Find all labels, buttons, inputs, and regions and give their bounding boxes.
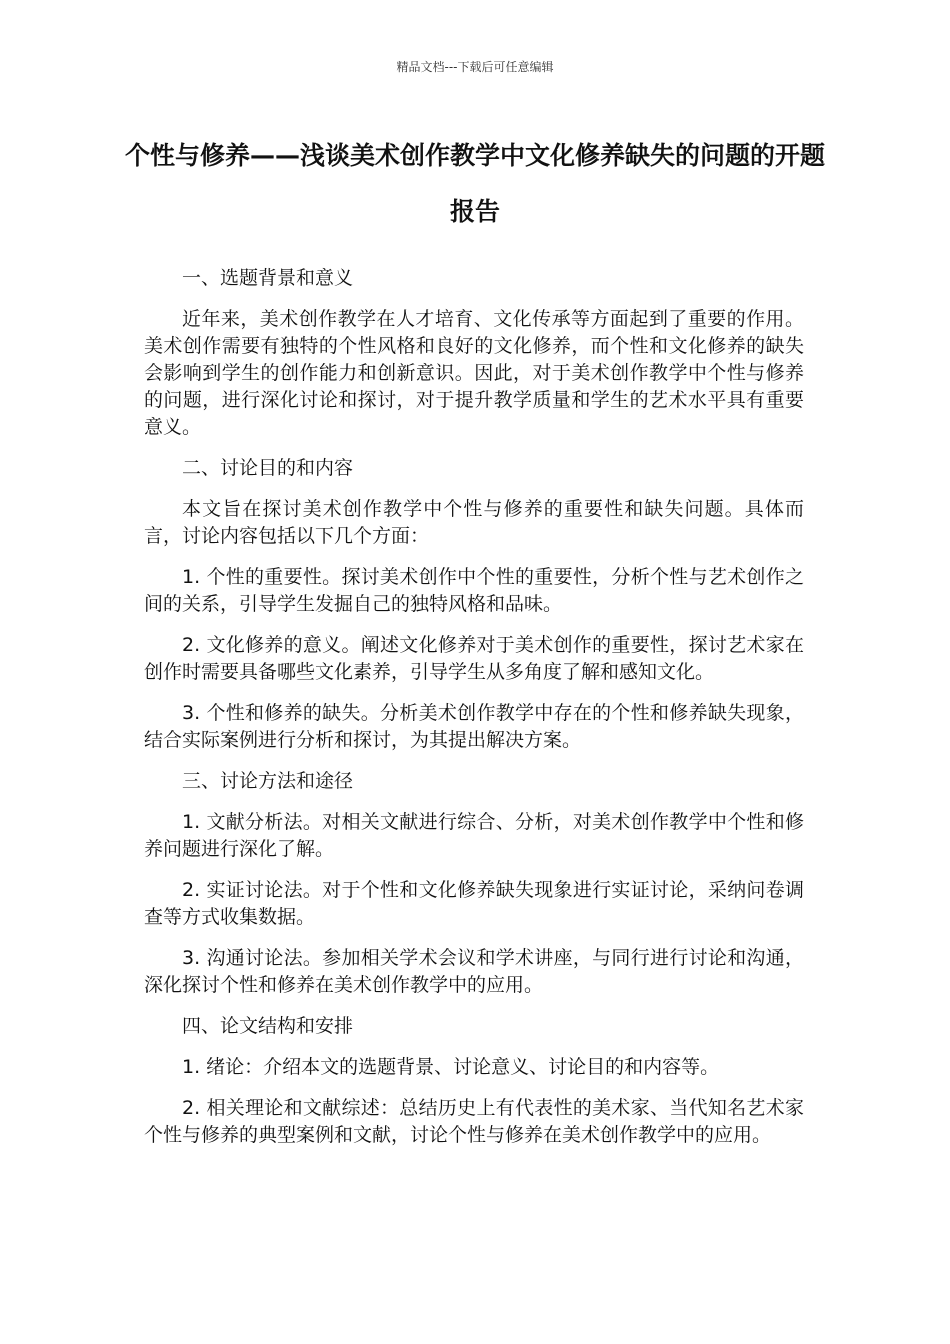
document-title: 个性与修养——浅谈美术创作教学中文化修养缺失的问题的开题报告 (124, 141, 825, 226)
list-item-individuality: 1. 个性的重要性。探讨美术创作中个性的重要性，分析个性与艺术创作之间的关系，引导学生发掘自己的独特风格和品味。 (144, 566, 804, 615)
list-item-literature-method: 1. 文献分析法。对相关文献进行综合、分析，对美术创作教学中个性和修养问题进行深化了解。 (144, 811, 804, 860)
document-body (144, 265, 804, 1163)
section-heading-structure: 四、论文结构和安排 (182, 1015, 354, 1037)
list-item-deficiency: 3. 个性和修养的缺失。分析美术创作教学中存在的个性和修养缺失现象，结合实际案例进行分析和探讨，为其提出解决方案。 (144, 702, 804, 751)
section-heading-methods: 三、讨论方法和途径 (182, 770, 354, 792)
paragraph-purpose: 本文旨在探讨美术创作教学中个性与修养的重要性和缺失问题。具体而言，讨论内容包括以下几个方面： (144, 498, 804, 547)
list-item-introduction: 1. 绪论：介绍本文的选题背景、讨论意义、讨论目的和内容等。 (182, 1056, 720, 1078)
list-item-empirical-method: 2. 实证讨论法。对于个性和文化修养缺失现象进行实证讨论，采纳问卷调查等方式收集数据。 (144, 879, 804, 928)
section-heading-background: 一、选题背景和意义 (182, 267, 354, 289)
section-heading-purpose: 二、讨论目的和内容 (182, 457, 354, 479)
paragraph-background: 近年来，美术创作教学在人才培育、文化传承等方面起到了重要的作用。美术创作需要有独特的个性风格和良好的文化修养，而个性和文化修养的缺失会影响到学生的创作能力和创新意识。因此，对于美术创作教学中个性与修养的问题，进行深化讨论和探讨，对于提升教学质量和学生的艺术水平具有重要意义。 (144, 308, 804, 438)
list-item-communication-method: 3. 沟通讨论法。参加相关学术会议和学术讲座，与同行进行讨论和沟通，深化探讨个性和修养在美术创作教学中的应用。 (144, 947, 804, 996)
list-item-literature-review: 2. 相关理论和文献综述：总结历史上有代表性的美术家、当代知名艺术家个性与修养的典型案例和文献，讨论个性与修养在美术创作教学中的应用。 (144, 1097, 804, 1146)
list-item-cultural-literacy: 2. 文化修养的意义。阐述文化修养对于美术创作的重要性，探讨艺术家在创作时需要具备哪些文化素养，引导学生从多角度了解和感知文化。 (144, 634, 804, 683)
header-watermark: 精品文档---下载后可任意编辑 (396, 60, 554, 74)
